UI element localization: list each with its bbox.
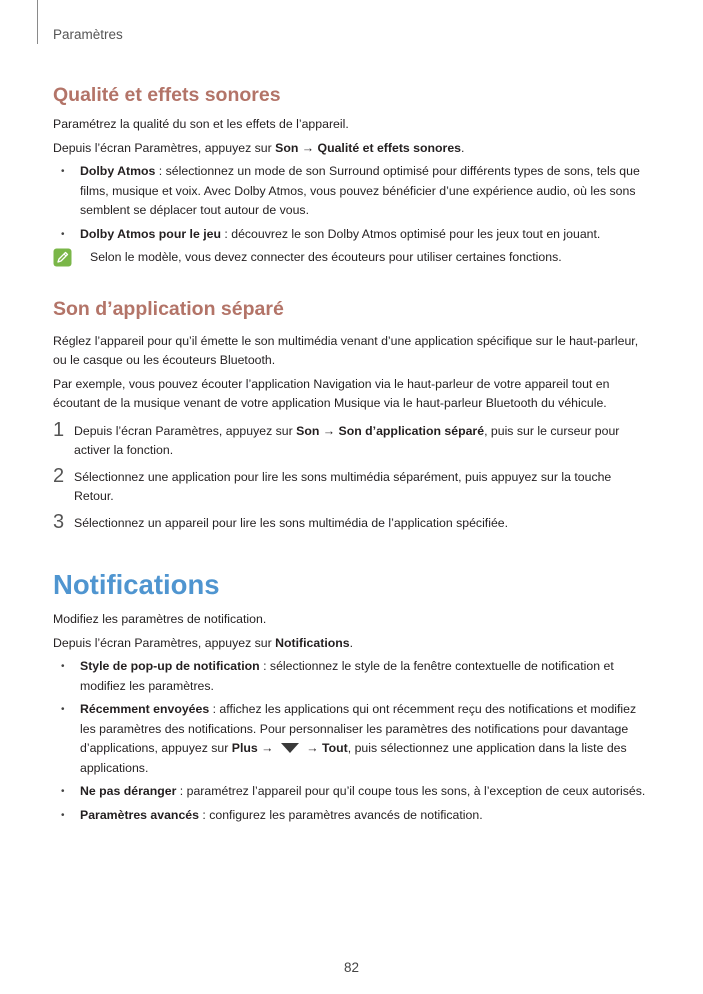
section-heading-separate-sound: Son d’application séparé [53,297,284,320]
paragraph: Par exemple, vous pouvez écouter l’application Navigation via le haut-parleur de votre appareil tout en écoutant de la musique venant de votre application Musique via le haut-parleur Bluetooth du véhicule. [53,376,610,410]
section-heading-sound-quality: Qualité et effets sonores [53,84,281,106]
step-number: 1 [53,418,65,441]
running-header: Paramètres [53,27,123,42]
steps-list [53,418,647,534]
step-item: 1 Depuis l’écran Paramètres, appuyez sur Son → Son d’application séparé, puis sur le curseur pour activer la fonction. [53,418,620,457]
chapter-heading-notifications: Notifications [53,569,220,600]
list-item: • Récemment envoyées : affichez les applications qui ont récemment reçu des notifications et modifiez les paramètres des notifications. Pour personnaliser les paramètres des notifications pour davantage d’applications, appuyez sur Plus → → Tout, puis sélectionnez une application dans la liste des applications. [53,700,647,778]
step-item: 2 Sélectionnez une application pour lire les sons multimédia séparément, puis appuyez sur la touche Retour. [53,464,612,503]
path-paragraph: Depuis l’écran Paramètres, appuyez sur Notifications. [53,635,354,650]
bullet-list [53,657,647,825]
note-text: Selon le modèle, vous devez connecter des écouteurs pour utiliser certaines fonctions. [90,250,562,264]
step-item: 3 Sélectionnez un appareil pour lire les sons multimédia de l’application spécifiée. [53,510,509,533]
note-pencil-icon [53,248,72,274]
bullet-list [53,162,647,244]
path-paragraph: Depuis l’écran Paramètres, appuyez sur Son → Qualité et effets sonores. [53,140,465,155]
list-item: • Paramètres avancés : configurez les paramètres avancés de notification. [53,806,647,826]
header-rule [37,0,38,44]
paragraph: Réglez l’appareil pour qu’il émette le son multimédia venant d’une application spécifique sur le haut-parleur, ou le casque ou les écouteurs Bluetooth. [53,333,639,367]
list-item: • Style de pop-up de notification : sélectionnez le style de la fenêtre contextuelle de notification et modifiez les paramètres. [53,657,647,696]
step-number: 3 [53,510,65,533]
more-options-triangle-icon [281,743,299,753]
step-number: 2 [53,464,65,487]
paragraph: Paramétrez la qualité du son et les effets de l’appareil. [53,117,349,131]
page-content [53,82,647,825]
list-item: • Dolby Atmos pour le jeu : découvrez le son Dolby Atmos optimisé pour les jeux tout en jouant. [53,225,647,245]
list-item: • Dolby Atmos : sélectionnez un mode de son Surround optimisé pour différents types de sons, tels que films, musique et voix. Avec Dolby Atmos, vous pouvez bénéficier d’une expérience audio, où les sons semblent se déplacer tout autour de vous. [53,162,647,221]
paragraph: Modifiez les paramètres de notification. [53,612,267,626]
note [53,248,647,268]
page-number: 82 [343,960,360,975]
list-item: • Ne pas déranger : paramétrez l’appareil pour qu’il coupe tous les sons, à l’exception de ceux autorisés. [53,782,647,802]
